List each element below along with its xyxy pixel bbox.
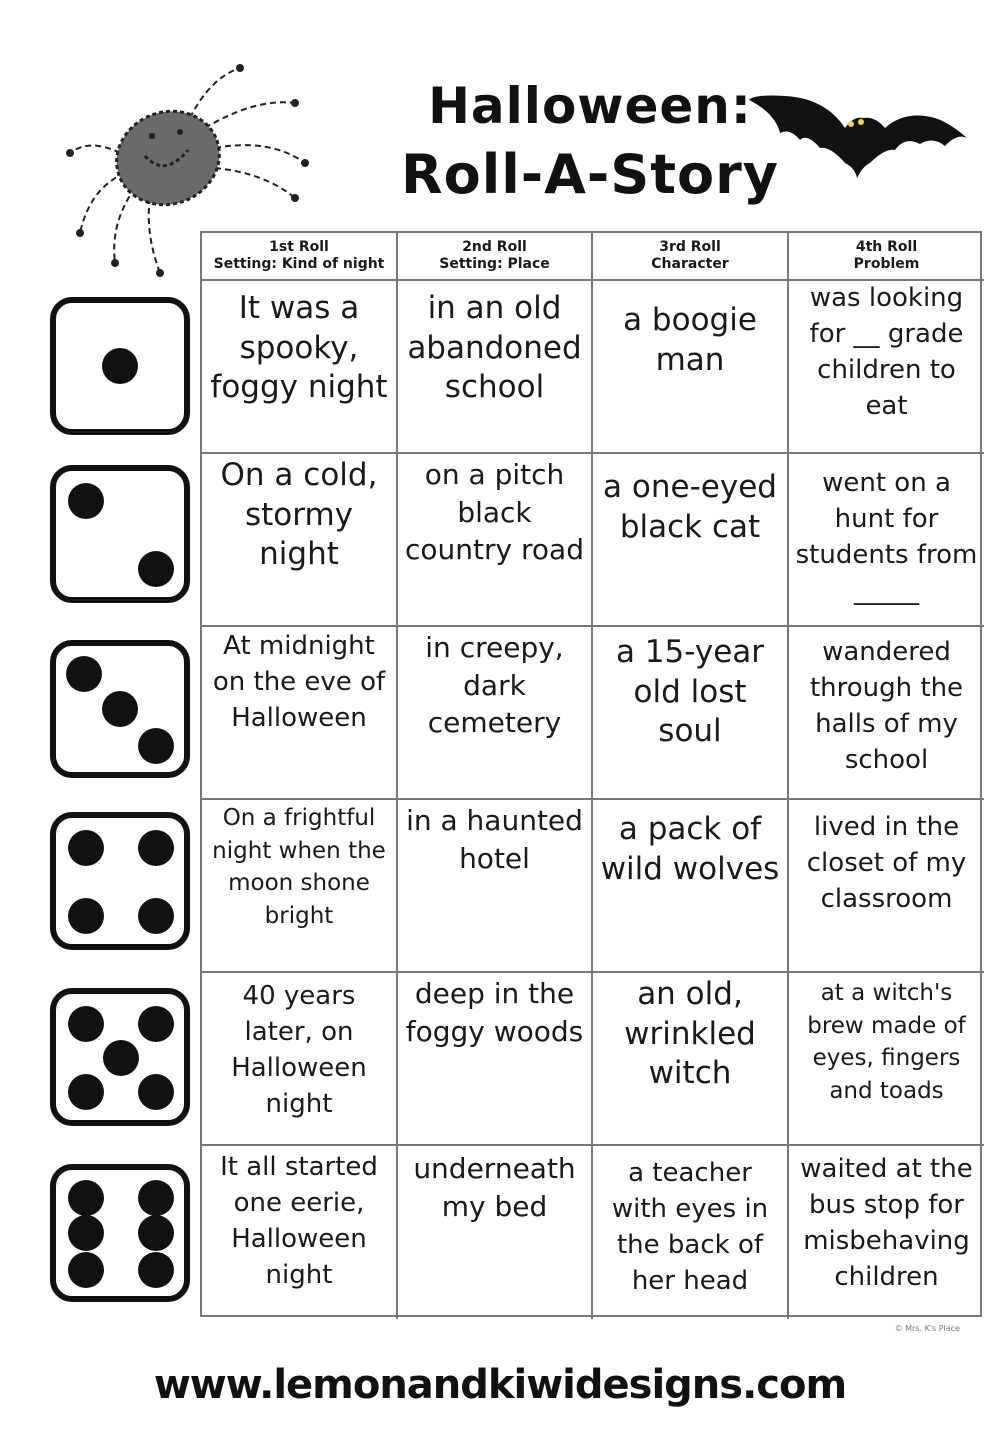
pip bbox=[138, 728, 174, 764]
table-cell: It all started one eerie, Halloween night bbox=[202, 1146, 398, 1319]
pip bbox=[66, 656, 102, 692]
die-five-icon bbox=[50, 988, 190, 1126]
table-cell: at a witch's brew made of eyes, fingers and toads bbox=[789, 973, 984, 1146]
die-two-icon bbox=[50, 465, 190, 603]
table-cell: At midnight on the eve of Halloween bbox=[202, 627, 398, 800]
pip bbox=[138, 830, 174, 866]
pip bbox=[138, 551, 174, 587]
table-cell: On a cold, stormy night bbox=[202, 454, 398, 627]
table-cell: wandered through the halls of my school bbox=[789, 627, 984, 800]
pip bbox=[138, 1215, 174, 1251]
table-cell: a pack of wild wolves bbox=[593, 800, 789, 973]
table-cell: It was a spooky, foggy night bbox=[202, 281, 398, 454]
pip bbox=[68, 1215, 104, 1251]
roll-a-story-table bbox=[200, 231, 982, 1317]
pip bbox=[138, 1252, 174, 1288]
pip bbox=[138, 1074, 174, 1110]
table-cell: waited at the bus stop for misbehaving children bbox=[800, 1154, 973, 1292]
pip bbox=[68, 1074, 104, 1110]
pip bbox=[68, 830, 104, 866]
pip bbox=[68, 1252, 104, 1288]
column-roll: 4th Roll bbox=[855, 239, 918, 256]
column-header bbox=[593, 233, 789, 281]
table-cell: On a frightful night when the moon shone bright bbox=[202, 800, 398, 973]
table-cell: lived in the closet of my classroom bbox=[789, 800, 984, 973]
column-category: Character bbox=[651, 256, 729, 272]
bat-icon bbox=[745, 88, 970, 198]
pip bbox=[68, 483, 104, 519]
pip bbox=[68, 1006, 104, 1042]
table-cell: on a pitch black country road bbox=[398, 454, 593, 627]
copyright: © Mrs. K's Place bbox=[894, 1324, 960, 1333]
table-cell: underneath my bed bbox=[398, 1146, 593, 1319]
pip bbox=[138, 898, 174, 934]
column-header bbox=[789, 233, 984, 281]
table-cell: a teacher with eyes in the back of her head bbox=[593, 1146, 789, 1319]
table-cell: deep in the foggy woods bbox=[398, 973, 593, 1146]
footer-url: www.lemonandkiwidesigns.com bbox=[153, 1362, 847, 1408]
table-cell: in an old abandoned school bbox=[398, 281, 593, 454]
title-line-1: Halloween: bbox=[428, 77, 752, 135]
pip bbox=[68, 898, 104, 934]
table-cell: a one-eyed black cat bbox=[593, 454, 789, 627]
die-three-icon bbox=[50, 640, 190, 778]
pip bbox=[102, 348, 138, 384]
table-cell: went on a hunt for students from _____ bbox=[789, 454, 984, 627]
column-category: Setting: Kind of night bbox=[213, 256, 385, 272]
column-roll: 3rd Roll bbox=[659, 239, 721, 256]
table-cell: 40 years later, on Halloween night bbox=[202, 973, 398, 1146]
column-roll: 1st Roll bbox=[269, 239, 329, 256]
table-cell: was looking for __ grade children to eat bbox=[789, 281, 984, 454]
table-cell: a boogie man bbox=[593, 281, 789, 454]
table-cell: in a haunted hotel bbox=[398, 800, 593, 973]
table-cell: an old, wrinkled witch bbox=[593, 973, 789, 1146]
pip bbox=[68, 1180, 104, 1216]
column-category: Setting: Place bbox=[439, 256, 550, 272]
die-four-icon bbox=[50, 812, 190, 950]
column-category: Problem bbox=[853, 256, 920, 272]
column-header bbox=[398, 233, 593, 281]
die-one-icon bbox=[50, 297, 190, 435]
die-six-icon bbox=[50, 1164, 190, 1302]
title-line-2: Roll-A-Story bbox=[401, 142, 779, 206]
pip bbox=[103, 1040, 139, 1076]
table-cell: in creepy, dark cemetery bbox=[398, 627, 593, 800]
column-roll: 2nd Roll bbox=[462, 239, 527, 256]
column-header bbox=[202, 233, 398, 281]
pip bbox=[102, 691, 138, 727]
pip bbox=[138, 1006, 174, 1042]
table-cell: a 15-year old lost soul bbox=[593, 627, 789, 800]
pip bbox=[138, 1180, 174, 1216]
